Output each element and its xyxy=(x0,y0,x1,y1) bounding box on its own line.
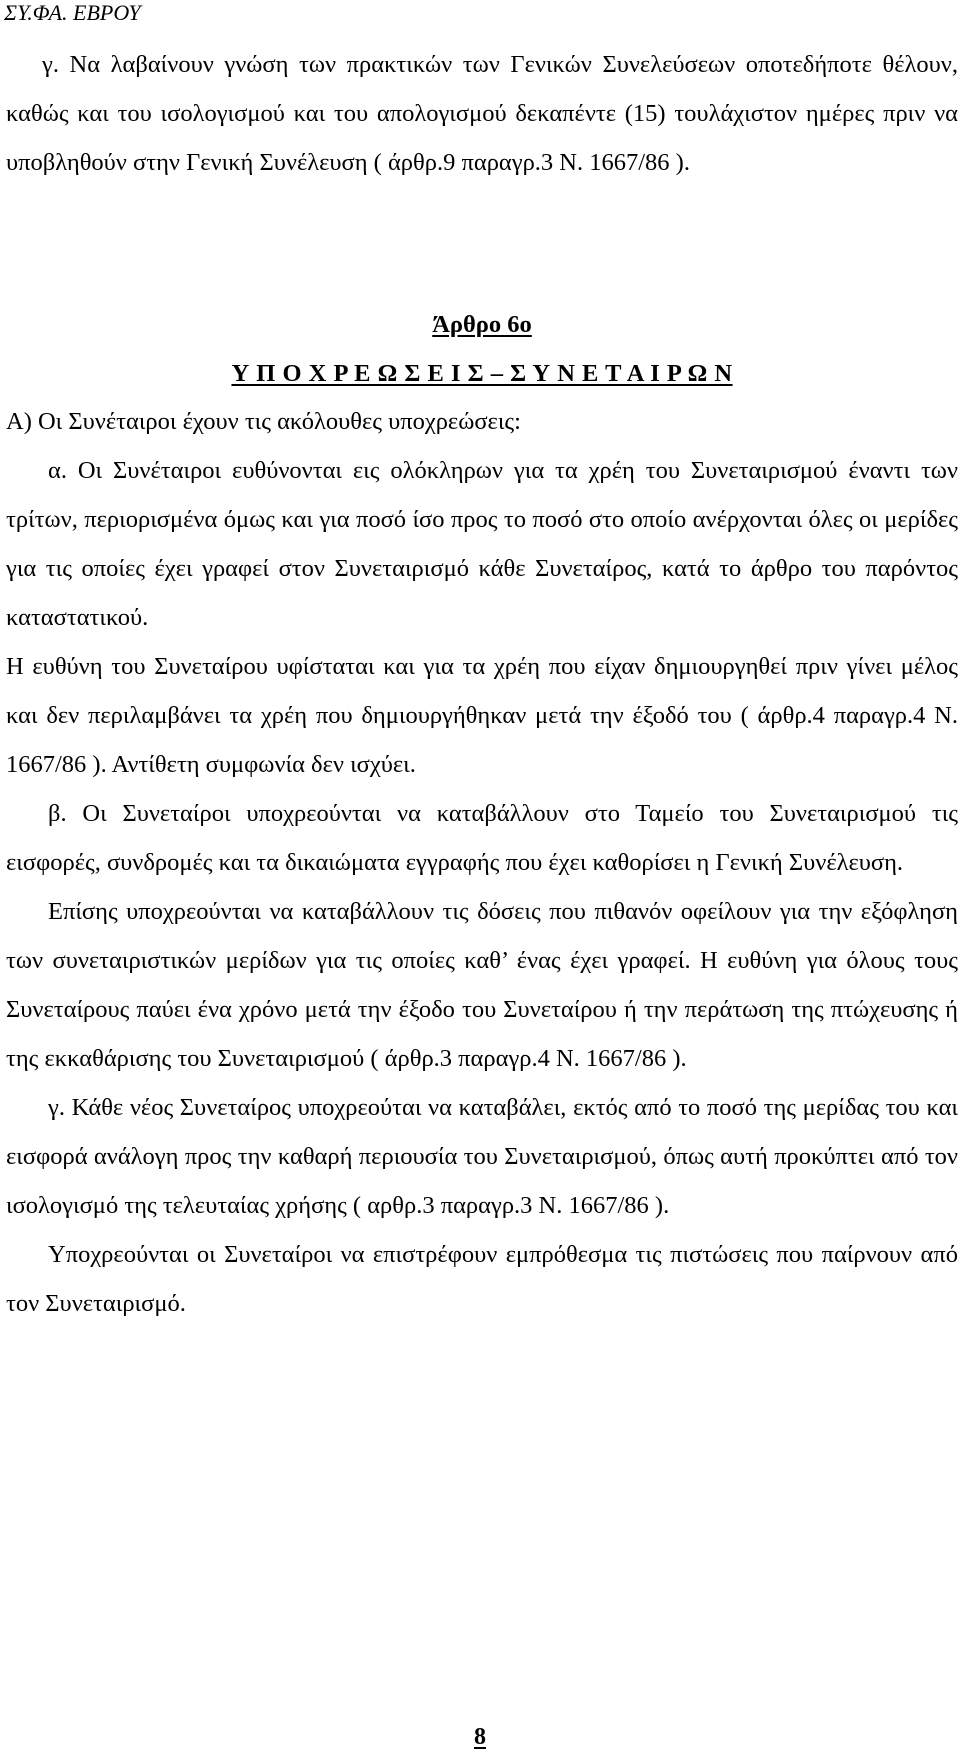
intro-paragraph: γ. Να λαβαίνουν γνώση των πρακτικών των Γενικών Συνελεύσεων οποτεδήποτε θέλουν, καθώς και του ισολογισμού και του απολογισμού δεκαπέντε (15) τουλάχιστον ημέρες πριν να υποβληθούν στην Γενική Συνέλευση ( άρθρ.9 παραγρ.3 Ν. 1667/86 ). xyxy=(6,51,958,176)
article-body xyxy=(6,397,958,1328)
paragraph-beta: β. Οι Συνεταίροι υποχρεούνται να καταβάλλουν στο Ταμείο του Συνεταιρισμού τις εισφορές, συνδρομές και τα δικαιώματα εγγραφής που έχει καθορίσει η Γενική Συνέλευση. xyxy=(6,800,958,876)
paragraph-gamma: γ. Κάθε νέος Συνεταίρος υποχρεούται να καταβάλει, εκτός από το ποσό της μερίδας του και εισφορά ανάλογη προς την καθαρή περιουσία του Συνεταιρισμού, όπως αυτή προκύπτει από τον ισολογισμό της τελευταίας χρήσης ( αρθρ.3 παραγρ.3 Ν. 1667/86 ). xyxy=(6,1094,958,1219)
article-subtitle: Υ Π Ο Χ Ρ Ε Ω Σ Ε Ι Σ – Σ Υ Ν Ε Τ Α Ι Ρ Ω Ν xyxy=(231,360,733,387)
paragraph-installments: Επίσης υποχρεούνται να καταβάλλουν τις δόσεις που πιθανόν οφείλουν για την εξόφληση των συνεταιριστικών μερίδων για τις οποίες καθ’ ένας έχει γραφεί. Η ευθύνη για όλους τους Συνεταίρους παύει ένα χρόνο μετά την έξοδο του Συνεταίρου ή την περάτωση της πτώχευσης ή της εκκαθάρισης του Συνεταιρισμού ( άρθρ.3 παραγρ.4 Ν. 1667/86 ). xyxy=(6,898,958,1072)
article-intro: Α) Οι Συνέταιροι έχουν τις ακόλουθες υποχρεώσεις: xyxy=(6,408,521,435)
article-heading xyxy=(6,300,958,398)
paragraph-credits: Υποχρεούνται οι Συνεταίροι να επιστρέφουν εμπρόθεσμα τις πιστώσεις που παίρνουν από τον Συνεταιρισμό. xyxy=(6,1241,958,1317)
article-title: Άρθρο 6ο xyxy=(432,311,532,338)
paragraph-alpha: α. Οι Συνέταιροι ευθύνονται εις ολόκληρων για τα χρέη του Συνεταιρισμού έναντι των τρίτων, περιορισμένα όμως και για ποσό ίσο προς το ποσό στο οποίο ανέρχονται όλες οι μερίδες για τις οποίες έχει γραφεί στον Συνεταιρισμό κάθε Συνεταίρος, κατά το άρθρο του παρόντος καταστατικού. xyxy=(6,457,958,631)
intro-section xyxy=(6,40,958,187)
page-number: 8 xyxy=(474,1724,486,1750)
paragraph-liability: Η ευθύνη του Συνεταίρου υφίσταται και για τα χρέη που είχαν δημιουργηθεί πριν γίνει μέλος και δεν περιλαμβάνει τα χρέη που δημιουργήθηκαν μετά την έξοδό του ( άρθρ.4 παραγρ.4 Ν. 1667/86 ). Αντίθετη συμφωνία δεν ισχύει. xyxy=(6,653,958,778)
header-label: ΣΥ.ΦΑ. ΕΒΡΟΥ xyxy=(4,0,141,25)
